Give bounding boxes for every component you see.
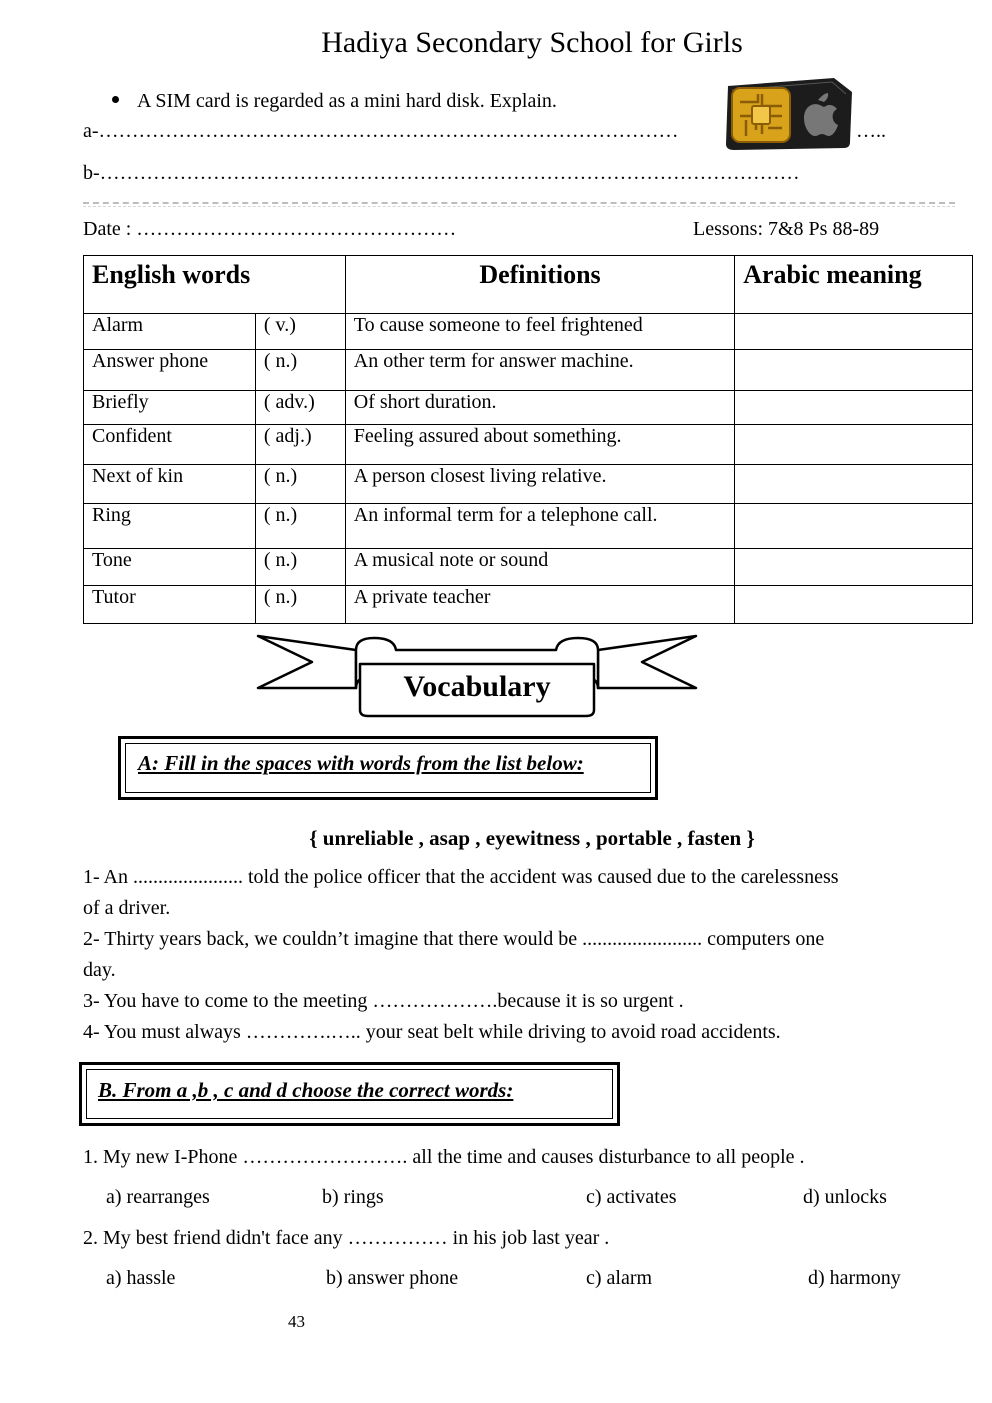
school-title: Hadiya Secondary School for Girls — [321, 26, 743, 59]
mcq-2-option-c[interactable]: c) alarm — [586, 1267, 653, 1289]
table-row — [84, 586, 973, 624]
arabic-cell[interactable] — [735, 391, 973, 425]
definition-cell: Of short duration. — [345, 391, 734, 425]
header-definitions: Definitions — [345, 256, 734, 314]
separator-line — [83, 202, 955, 204]
pos-cell: ( adv.) — [255, 391, 345, 425]
table-row — [84, 314, 973, 350]
definition-cell: Feeling assured about something. — [345, 425, 734, 465]
question-label: A SIM card is regarded as a mini hard disk. Explain. — [137, 90, 557, 112]
definition-cell: A person closest living relative. — [345, 465, 734, 504]
arabic-cell[interactable] — [735, 425, 973, 465]
mcq-2-option-b[interactable]: b) answer phone — [326, 1267, 459, 1289]
arabic-cell[interactable] — [735, 314, 973, 350]
fill-item-2-cont: day. — [83, 959, 116, 981]
mcq-2-stem: 2. My best friend didn't face any …………… in his job last year . — [83, 1227, 610, 1249]
answer-line-b[interactable]: b-…………………………………………………………………………………………… — [83, 162, 800, 184]
arabic-cell[interactable] — [735, 549, 973, 586]
sim-card-icon — [722, 76, 854, 152]
word-list: { unreliable , asap , eyewitness , portable , fasten } — [309, 826, 755, 850]
page-number: 43 — [288, 1312, 305, 1331]
header-english-words: English words — [84, 256, 346, 314]
mcq-1-option-c[interactable]: c) activates — [586, 1186, 677, 1208]
table-row — [84, 504, 973, 549]
vocabulary-table — [83, 255, 973, 624]
answer-line-a[interactable]: a-…………………………………………………………………………… — [83, 120, 679, 142]
fill-item-1[interactable]: 1- An ...................... told the police officer that the accident was caused due to the carelessness — [83, 866, 839, 888]
table-row — [84, 391, 973, 425]
word-cell: Alarm — [84, 314, 256, 350]
word-cell: Confident — [84, 425, 256, 465]
word-cell: Tone — [84, 549, 256, 586]
date-line[interactable]: Date : ………………………………………… — [83, 218, 457, 240]
pos-cell: ( n.) — [255, 504, 345, 549]
question-text — [112, 90, 557, 113]
vocabulary-banner-label: Vocabulary — [403, 670, 551, 703]
table-header-row — [84, 256, 973, 314]
definition-cell: An informal term for a telephone call. — [345, 504, 734, 549]
word-cell: Tutor — [84, 586, 256, 624]
section-a-title: A: Fill in the spaces with words from the list below: — [138, 751, 584, 775]
arabic-cell[interactable] — [735, 586, 973, 624]
definition-cell: A private teacher — [345, 586, 734, 624]
header-arabic-meaning: Arabic meaning — [735, 256, 973, 314]
mcq-2-option-a[interactable]: a) hassle — [106, 1267, 176, 1289]
word-cell: Next of kin — [84, 465, 256, 504]
mcq-1-stem: 1. My new I-Phone ……………………. all the time and causes disturbance to all people . — [83, 1146, 805, 1168]
arabic-cell[interactable] — [735, 465, 973, 504]
bullet-icon — [112, 96, 119, 103]
pos-cell: ( n.) — [255, 586, 345, 624]
mcq-2-option-d[interactable]: d) harmony — [808, 1267, 901, 1289]
mcq-1-option-a[interactable]: a) rearranges — [106, 1186, 210, 1208]
mcq-1-option-d[interactable]: d) unlocks — [803, 1186, 887, 1208]
pos-cell: ( v.) — [255, 314, 345, 350]
section-b-title: B. From a ,b , c and d choose the correct words: — [98, 1078, 514, 1102]
definition-cell: To cause someone to feel frightened — [345, 314, 734, 350]
separator-line-2 — [83, 206, 955, 207]
table-row — [84, 465, 973, 504]
definition-cell: A musical note or sound — [345, 549, 734, 586]
table-row — [84, 425, 973, 465]
mcq-1-option-b[interactable]: b) rings — [322, 1186, 384, 1208]
pos-cell: ( n.) — [255, 549, 345, 586]
word-cell: Ring — [84, 504, 256, 549]
fill-item-2[interactable]: 2- Thirty years back, we couldn’t imagine that there would be ........................ computers one — [83, 928, 825, 950]
table-row — [84, 350, 973, 391]
pos-cell: ( adj.) — [255, 425, 345, 465]
arabic-cell[interactable] — [735, 350, 973, 391]
word-cell: Answer phone — [84, 350, 256, 391]
pos-cell: ( n.) — [255, 350, 345, 391]
fill-item-4[interactable]: 4- You must always ………….….. your seat belt while driving to avoid road accidents. — [83, 1021, 781, 1043]
definition-cell: An other term for answer machine. — [345, 350, 734, 391]
arabic-cell[interactable] — [735, 504, 973, 549]
pos-cell: ( n.) — [255, 465, 345, 504]
lessons-label: Lessons: 7&8 Ps 88-89 — [693, 218, 880, 240]
table-row — [84, 549, 973, 586]
fill-item-1-cont: of a driver. — [83, 897, 171, 919]
fill-item-3[interactable]: 3- You have to come to the meeting ……………….because it is so urgent . — [83, 990, 684, 1012]
answer-line-a-end: ….. — [856, 120, 886, 142]
word-cell: Briefly — [84, 391, 256, 425]
